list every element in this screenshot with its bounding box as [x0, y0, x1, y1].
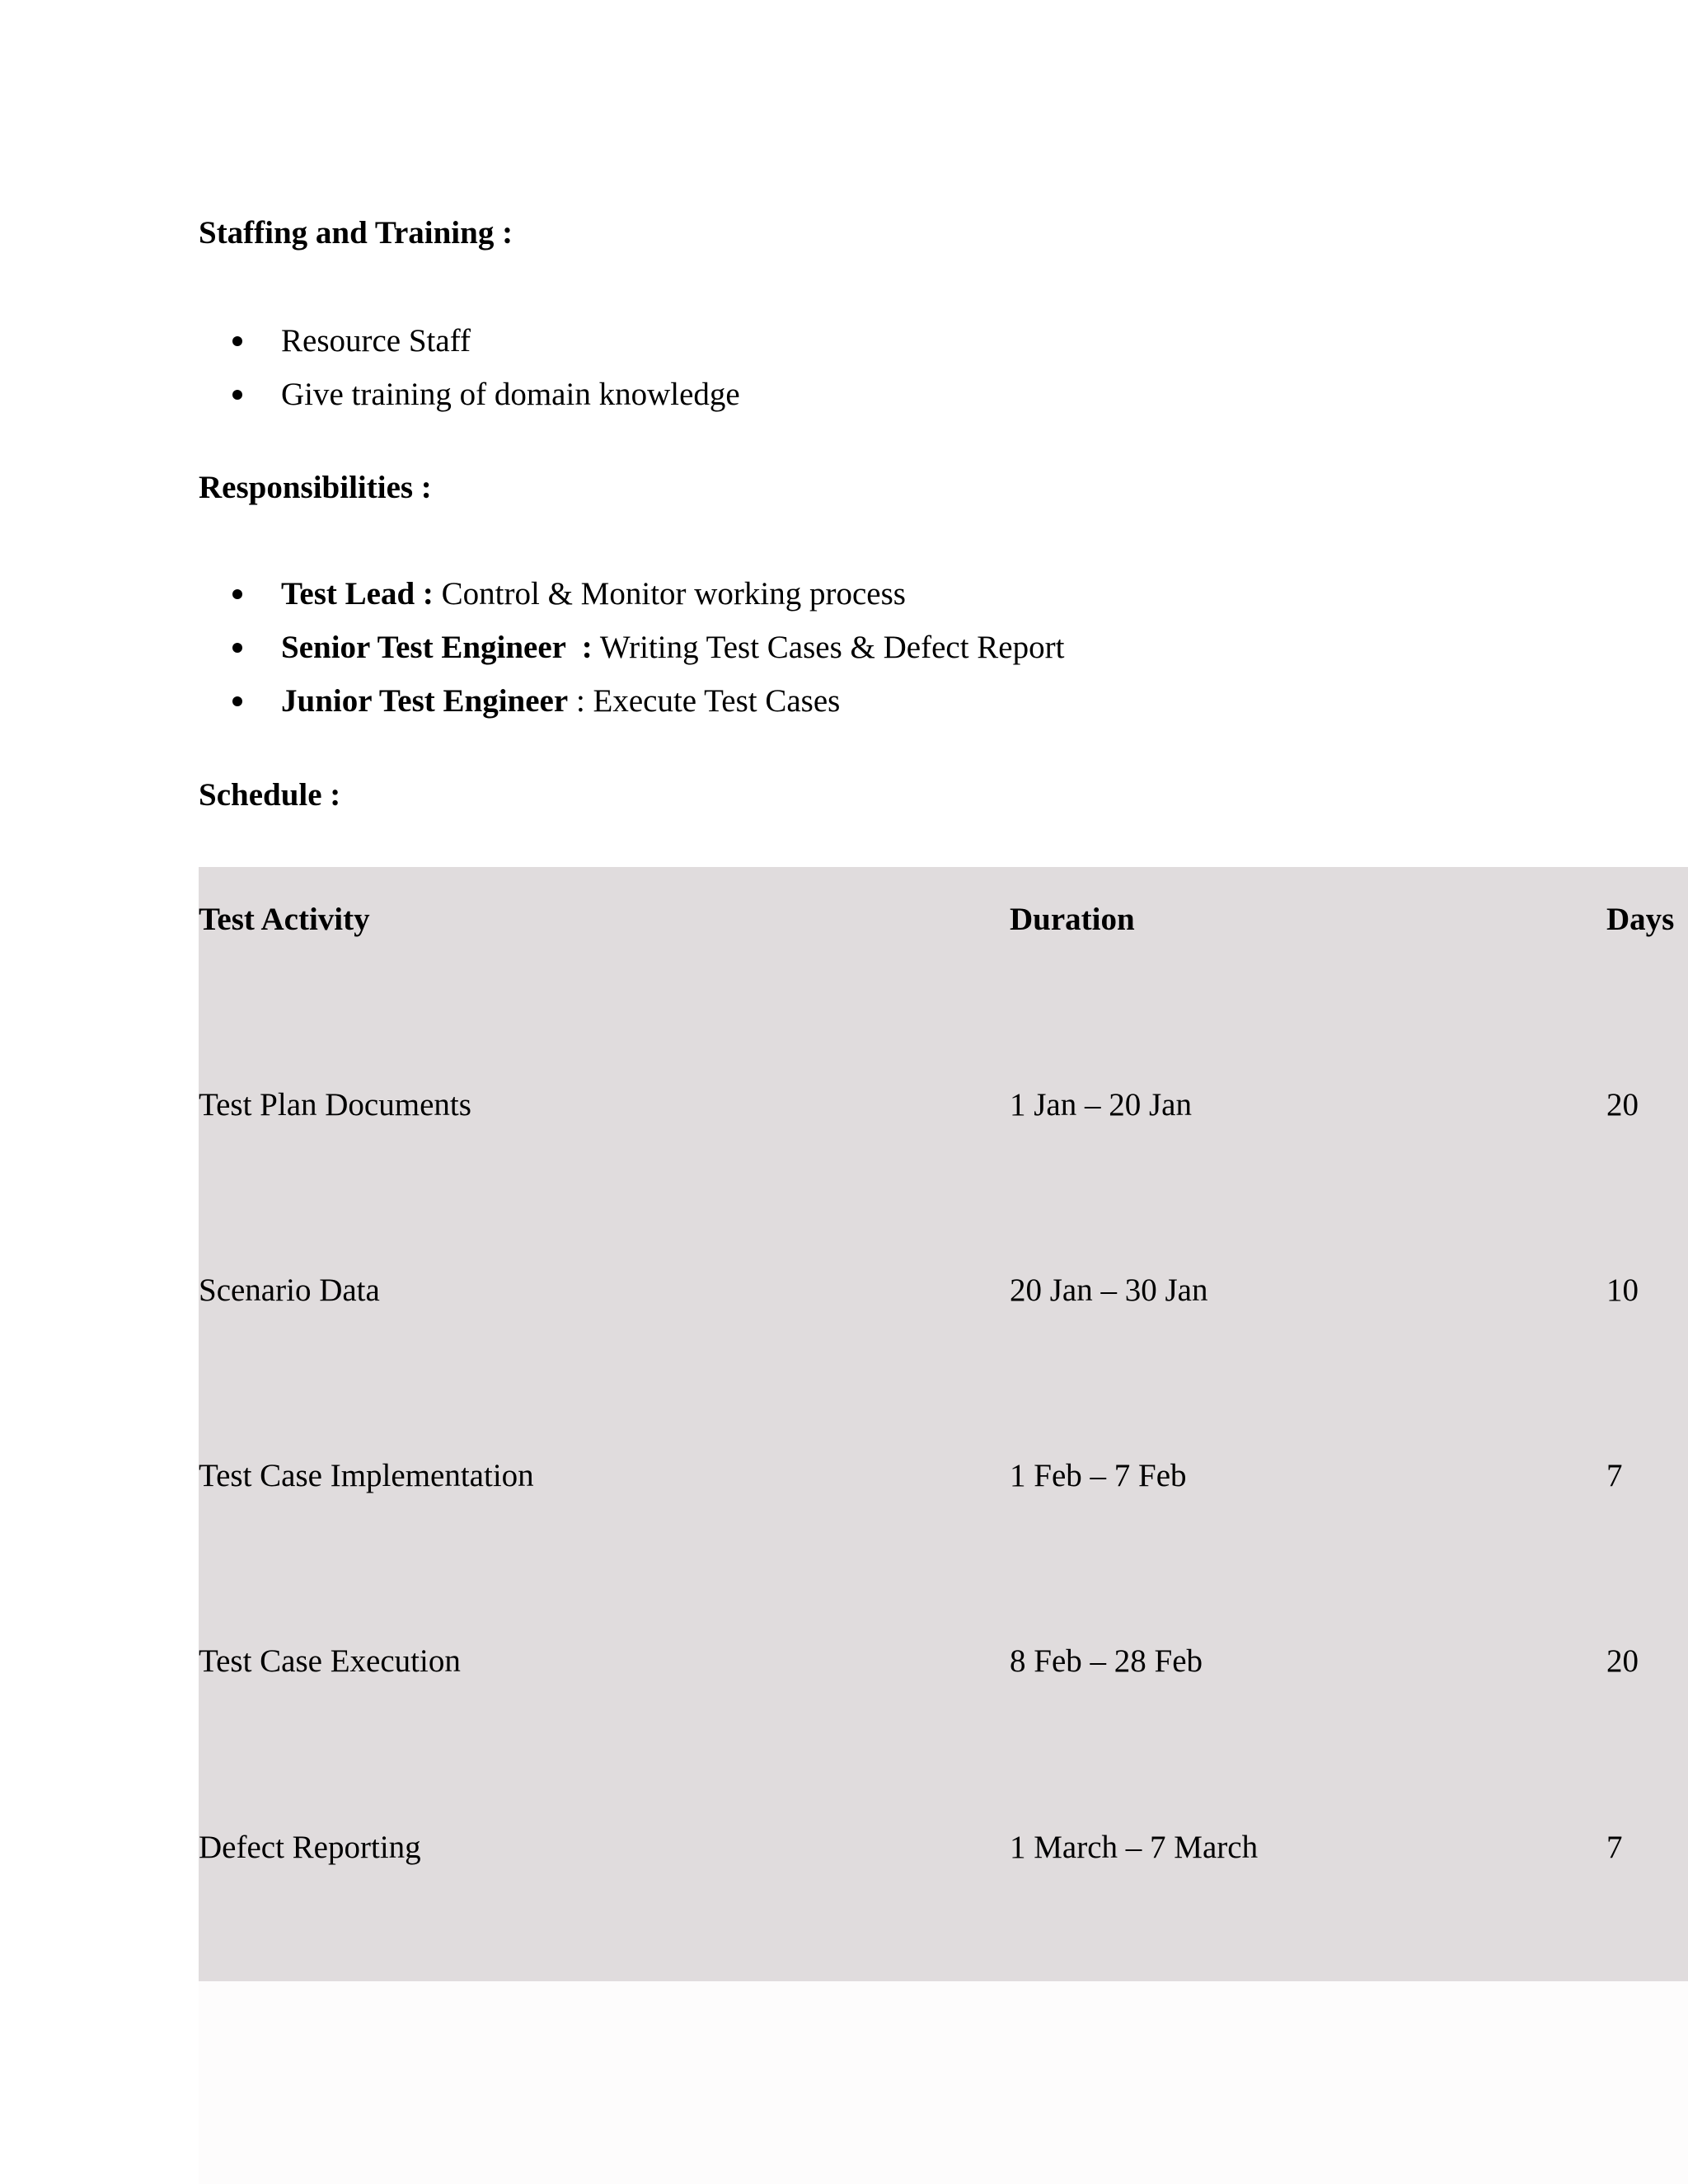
- bullet-icon: [232, 589, 242, 599]
- table-cell-duration: 1 March – 7 March: [1010, 1830, 1259, 1865]
- role-label: Senior Test Engineer :: [281, 630, 593, 665]
- responsibilities-list: [199, 574, 1064, 735]
- table-cell-duration: 20 Jan – 30 Jan: [1010, 1272, 1208, 1308]
- list-item: [199, 375, 740, 429]
- role-description: Writing Test Cases & Defect Report: [592, 630, 1065, 665]
- column-header-activity: Test Activity: [199, 902, 370, 937]
- table-cell-activity: Test Case Implementation: [199, 1458, 534, 1493]
- role-description: : Execute Test Cases: [568, 683, 841, 719]
- column-header-duration: Duration: [1010, 902, 1135, 937]
- table-cell-activity: Test Plan Documents: [199, 1087, 471, 1122]
- table-cell-duration: 8 Feb – 28 Feb: [1010, 1643, 1203, 1679]
- role-label: Test Lead :: [281, 576, 434, 612]
- table-cell-days: 20: [1606, 1087, 1639, 1122]
- table-cell-activity: Defect Reporting: [199, 1830, 421, 1865]
- role-label: Junior Test Engineer: [281, 683, 569, 719]
- list-item-text: Resource Staff: [281, 323, 471, 359]
- table-cell-duration: 1 Jan – 20 Jan: [1010, 1087, 1192, 1122]
- staffing-heading: Staffing and Training :: [199, 215, 513, 251]
- table-cell-days: 7: [1606, 1458, 1623, 1493]
- table-cell-activity: Test Case Execution: [199, 1643, 461, 1679]
- table-background-fade: [199, 1981, 1688, 2184]
- table-cell-duration: 1 Feb – 7 Feb: [1010, 1458, 1187, 1493]
- bullet-icon: [232, 336, 242, 346]
- schedule-table: [199, 867, 1688, 1981]
- list-item: [199, 321, 740, 375]
- column-header-days: Days: [1606, 902, 1675, 937]
- list-item: [199, 574, 1064, 628]
- bullet-icon: [232, 643, 242, 653]
- schedule-heading: Schedule :: [199, 777, 341, 813]
- responsibilities-heading: Responsibilities :: [199, 470, 432, 505]
- table-cell-days: 20: [1606, 1643, 1639, 1679]
- list-item: [199, 628, 1064, 682]
- table-cell-days: 10: [1606, 1272, 1639, 1308]
- list-item-text: Give training of domain knowledge: [281, 377, 740, 412]
- role-description: Control & Monitor working process: [433, 576, 906, 612]
- staffing-list: [199, 321, 740, 429]
- table-cell-activity: Scenario Data: [199, 1272, 380, 1308]
- bullet-icon: [232, 390, 242, 400]
- list-item: [199, 682, 1064, 735]
- table-cell-days: 7: [1606, 1830, 1623, 1865]
- bullet-icon: [232, 696, 242, 706]
